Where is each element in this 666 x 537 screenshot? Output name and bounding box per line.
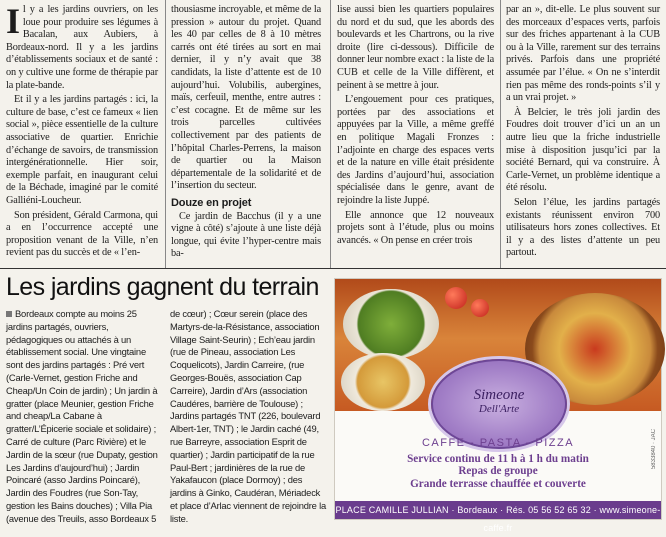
sidebar-headline: Les jardins gagnent du terrain bbox=[6, 273, 319, 301]
article-paragraph: thousiasme incroyable, et même de la pression » autour du projet. Quand les 40 par celles de 8 à 10 mètres carrés ont été tirées au sort en mai dernier, il y n’y avait que 38 candidats, la liste d’attente est de 10 aujourd’hui. Volubilis, aubergines, maïs, cerfeuil, menthe, entre autres : c’est cocagne. Et de même sur les trois parcelles cultivées collectivement par des patients de l’hôpital Charles-Perrens, la maison de quartier ou la Maison départementale de la solidarité et de l’insertion du secteur. bbox=[171, 4, 321, 192]
column-divider bbox=[330, 0, 331, 268]
article-paragraph: Et il y a les jardins partagés : ici, la culture de base, c’est ce fameux « lien social », pièce essentielle de la culture associative de quartier. Enrichie d’échange de savoirs, de transmission intergénérationnelle. Hier soir, exemple parfait, en inaugurant celui de la Béchade, imaginé par le comité Galliéni-Loucheur. bbox=[6, 94, 158, 206]
article-column-1 bbox=[6, 1, 158, 266]
article-paragraph: Elle annonce que 12 nouveaux projets sont à l’étude, plus ou moins avancés. « On pense en créer trois bbox=[337, 209, 494, 246]
restaurant-logo bbox=[431, 359, 567, 449]
ad-reference-code: 5833840 · JAC bbox=[651, 429, 657, 470]
article-paragraph: par an », dit-elle. Le plus souvent sur des morceaux d’espaces verts, parfois sur des friches appartenant à la CUB ou à la Ville, rarement sur des terrains privés. Parfois dans une propriété assumée par l’élue. « On ne s’interdit rien pas même des ronds-points s’il y a un vrai projet. » bbox=[506, 4, 660, 104]
article-column-4 bbox=[506, 4, 660, 266]
column-divider bbox=[165, 0, 166, 268]
column-divider bbox=[500, 0, 501, 268]
sidebar-column-2: de cœur) ; Cœur serein (place des Martyrs-de-la-Résistance, association Village Saint-Seurin) ; Ech’eau jardin (rue de Pineau, association Les Coquelicots), Jardin Carreire, (rue Georges-Bouës, association Cap Carreire), Jardin d’Ars (association Caudéres, barrière de Toulouse) ; Jardins partagés TNT (226, boulevard Albert-1er, TNT) ; le Jardin caché (49, rue Barreyre, association Esprit de quartier) ; Jardin participatif de la rue Paul-Bert ; jardinières de la rue de Yakafaucon (place Dormoy) ; des jardins à Ginko, Caudéran, Mériadeck et place d’Arlac viennent de rejoindre la liste. bbox=[170, 308, 326, 524]
article-paragraph: L’engouement pour ces pratiques, portées par des associations et appuyées par la Ville, a même greffé en politique Magali Fronzes : l’adjointe en charge des espaces verts et de la nature en ville était présidente des Jardins d’aujourd’hui, association spécialisée dans le genre, avant de rejoindre la liste Juppé. bbox=[337, 94, 494, 206]
article-paragraph: Il y a les jardins ouvriers, on les loue pour produire ses légumes à Bacalan, aux Aubiers, à Bordeaux-nord. Il y a les jardins d’établissements sociaux et de santé : on y cultive une forme de thérapie par la plate-bande. bbox=[6, 1, 158, 91]
drop-cap: I bbox=[6, 1, 20, 41]
advertisement bbox=[334, 278, 662, 533]
ad-terrace: Grande terrasse chauffée et couverte bbox=[410, 477, 586, 490]
article-paragraph: Son président, Gérald Carmona, qui a en l’occurrence accepté une proposition venant de la Ville, n’en revient pas du succès et de « l’en- bbox=[6, 209, 158, 259]
article-subhead: Douze en projet bbox=[171, 196, 252, 209]
salad-plate-image bbox=[343, 289, 439, 359]
article-paragraph: À Belcier, le très joli jardin des Foudres doit trouver d’ici un an un autre lieu que la friche industrielle mise à disposition jusqu’ici par la société Bernard, qui va construire. À Carle-Vernet, un problème identique a été résolu. bbox=[506, 106, 660, 194]
pasta-plate-image bbox=[341, 353, 425, 411]
square-bullet-icon bbox=[6, 311, 12, 317]
article-paragraph: lise aussi bien les quartiers populaires du nord et du sud, que les abords des boulevards et les Chartrons, ou la rive droite (lire ci-dessous). Difficile de donner leur nombre exact : la liste de la CUB et celle de la Ville diffèrent, et peinent à se mettre à jour. bbox=[337, 4, 494, 91]
section-divider bbox=[0, 268, 666, 269]
ad-tagline: CAFFE - PASTA - PIZZA bbox=[421, 437, 575, 449]
article-paragraph: Selon l’élue, les jardins partagés existants réunissent environ 700 utilisateurs hors zones collectives. Et il y a des listes d’attente un peu partout. bbox=[506, 196, 660, 259]
tomato-image bbox=[471, 299, 489, 317]
article-column-3 bbox=[337, 4, 494, 266]
tomato-image bbox=[445, 287, 467, 309]
ad-groups: Repas de groupe bbox=[458, 465, 538, 478]
sidebar-column-1: Bordeaux compte au moins 25 jardins partagés, ouvriers, pédagogiques ou attachés à un établissement social. Une vingtaine sont des jardins partagés : Pré vert (Carle-Vernet, gestion Friche and Cheap/Un Coin de jardin) ; Un jardin à gratter (place Meunier, gestion Friche and cheap/La Cabane à gratter/L’Épicerie sociale et solidaire) ; Carré de culture (Parc Rivière) et le Jardin de la sœur (rue Dupaty, gestion Les Jardins d’aujourd’hui) ; Jardin Poincaré (asso Jardins Poincaré), Jardin des Foudres (rue Son-Tay, gestion les Bains douches) ; Villa Pia (avenue des Treuils, asso Bordeaux 5 bbox=[6, 308, 158, 524]
article-column-2 bbox=[171, 4, 321, 266]
ad-details bbox=[335, 453, 661, 490]
ad-footer-contact: PLACE CAMILLE JULLIAN · Bordeaux · Rés. 05 56 52 65 32 · www.simeone-caffe.fr bbox=[335, 501, 661, 519]
ad-hours: Service continu de 11 h à 1 h du matin bbox=[407, 453, 589, 465]
logo-subname: Dell'Arte bbox=[478, 403, 520, 415]
article-paragraph: Ce jardin de Bacchus (il y a une vigne à côté) s’ajoute à une liste déjà longue, qui évite l’hyper-centre mais ba- bbox=[171, 210, 321, 260]
logo-name: Simeone bbox=[473, 387, 525, 403]
